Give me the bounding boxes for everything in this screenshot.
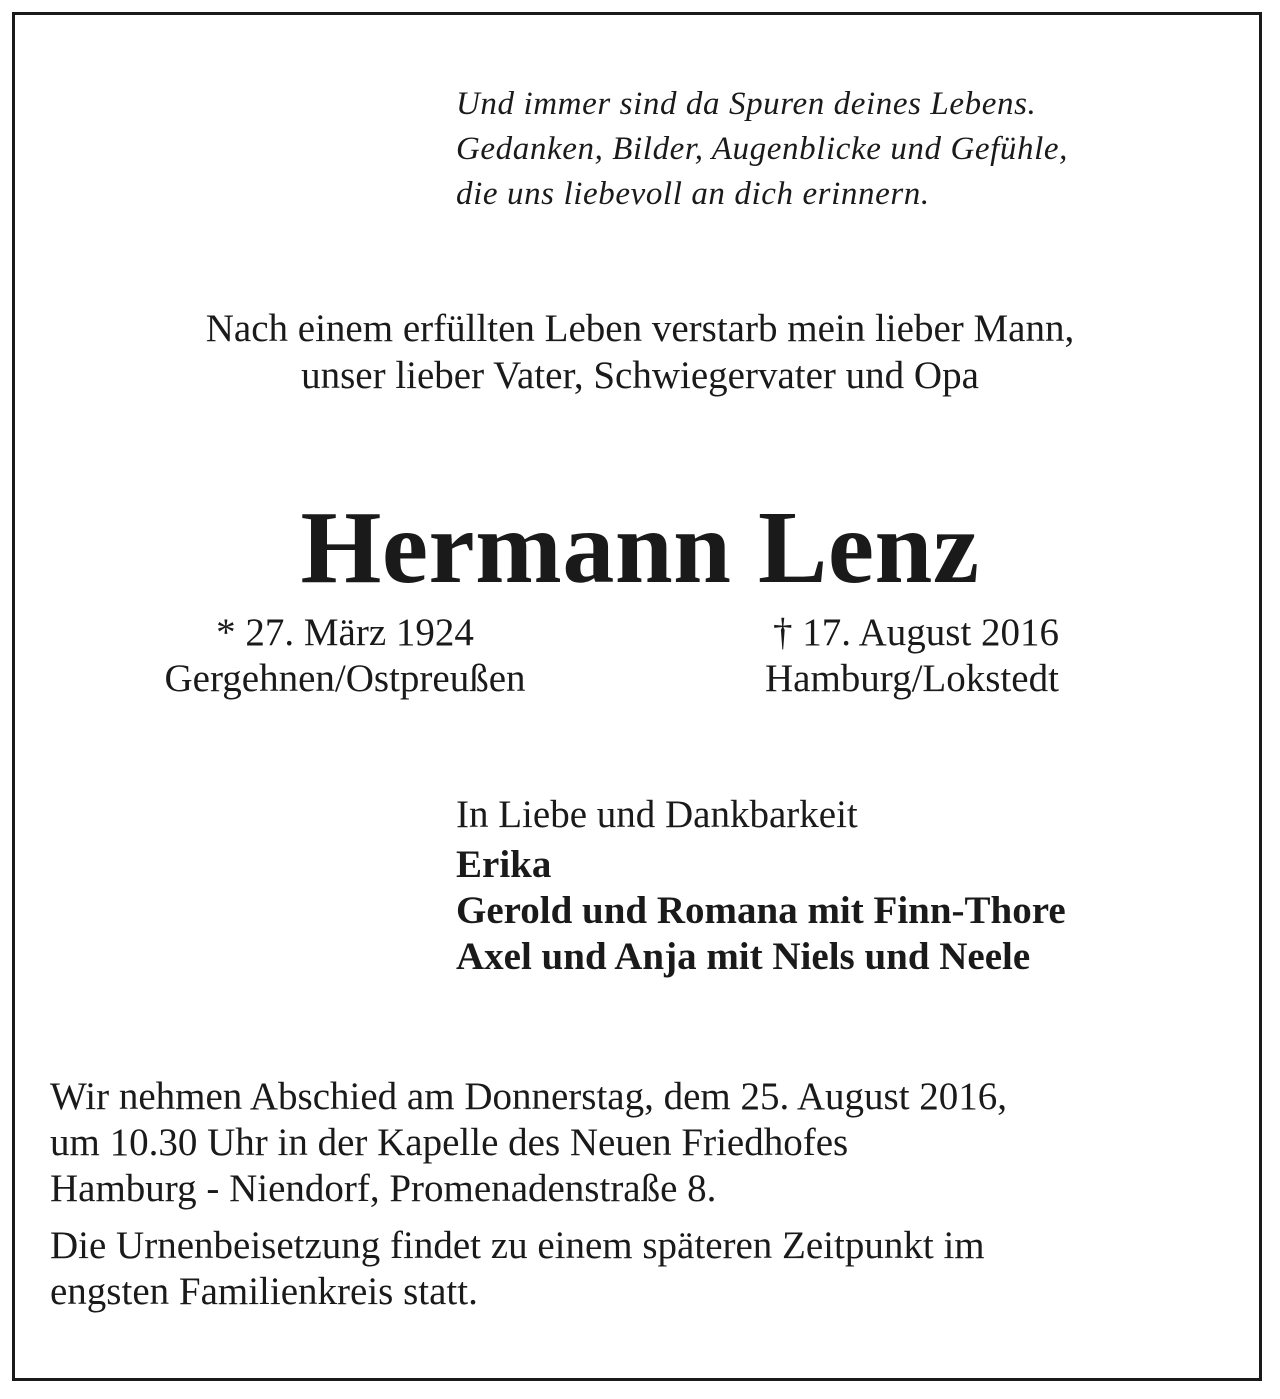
- signature-intro: In Liebe und Dankbarkeit: [456, 793, 858, 836]
- ceremony-line: Wir nehmen Abschied am Donnerstag, dem 25. August 2016,: [50, 1075, 1008, 1118]
- urn-burial-info: [50, 1223, 985, 1315]
- birth-place: Gergehnen/Ostpreußen: [164, 657, 526, 700]
- death-date: † 17. August 2016: [773, 611, 1060, 654]
- urn-line: engsten Familienkreis statt.: [50, 1270, 478, 1313]
- family-signature: [456, 792, 1066, 980]
- death-info: [765, 610, 1059, 702]
- farewell-ceremony-info: [50, 1074, 1007, 1212]
- family-name: Erika: [456, 843, 552, 886]
- birth-date: * 27. März 1924: [216, 611, 474, 654]
- family-name: Gerold und Romana mit Finn-Thore: [456, 889, 1066, 932]
- family-names: [456, 842, 1066, 980]
- deceased-name: Hermann Lenz: [300, 490, 980, 605]
- family-name: Axel und Anja mit Niels und Neele: [456, 935, 1031, 978]
- ceremony-line: um 10.30 Uhr in der Kapelle des Neuen Friedhofes: [50, 1121, 849, 1164]
- poem-line: Gedanken, Bilder, Augenblicke und Gefühle,: [456, 131, 1068, 167]
- birth-info: [0, 610, 690, 702]
- intro-line: Nach einem erfüllten Leben verstarb mein lieber Mann,: [205, 307, 1075, 350]
- ceremony-line: Hamburg - Niendorf, Promenadenstraße 8.: [50, 1167, 717, 1210]
- intro-line: unser lieber Vater, Schwiegervater und Opa: [301, 354, 979, 397]
- poem-line: die uns liebevoll an dich erinnern.: [456, 176, 930, 212]
- announcement-intro: [0, 305, 1280, 399]
- urn-line: Die Urnenbeisetzung findet zu einem späteren Zeitpunkt im: [50, 1224, 985, 1267]
- memorial-poem: [456, 82, 1068, 217]
- poem-line: Und immer sind da Spuren deines Lebens.: [456, 86, 1037, 122]
- death-place: Hamburg/Lokstedt: [765, 657, 1059, 700]
